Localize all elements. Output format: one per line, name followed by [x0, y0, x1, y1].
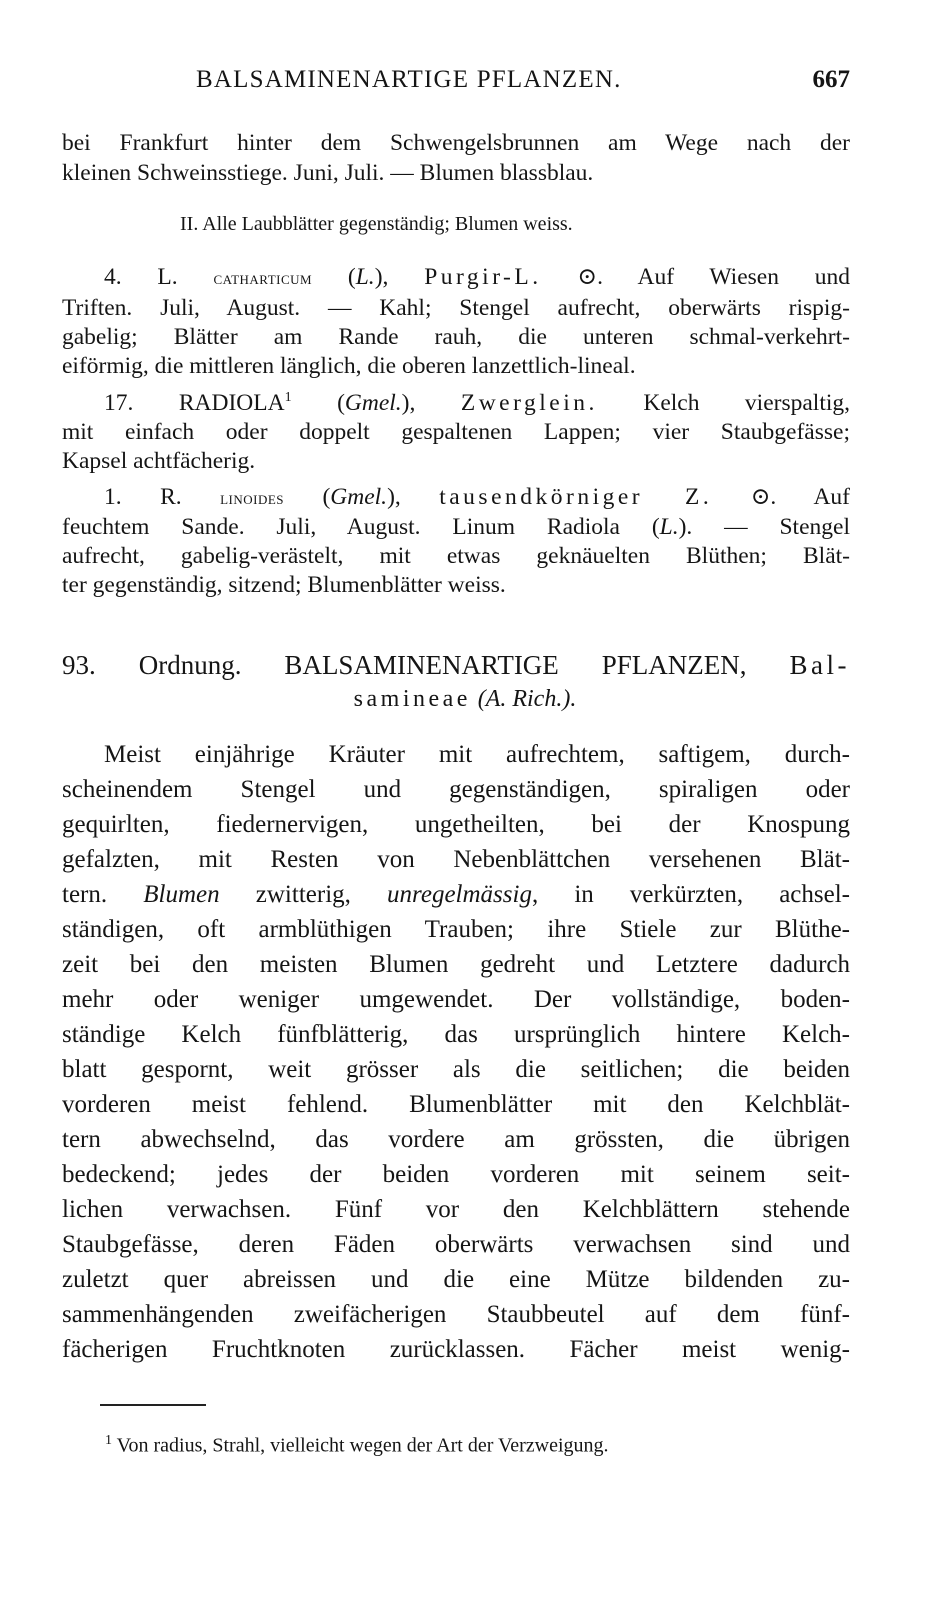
common-name: tausendkörniger Z. — [439, 484, 713, 510]
text-line: Triften. Juli, August. — Kahl; Stengel aufrecht, oberwärts rispig- — [62, 295, 850, 321]
text-line: Kapsel achtfächerig. — [62, 448, 256, 474]
text-line: 17. RADIOLA$^1$ (Gmel.), Zwerglein. Kelch vierspaltig, — [104, 389, 850, 416]
common-name: Zwerglein. — [460, 389, 598, 416]
text-line: kleinen Schweinsstiege. Juni, Juli. — Blumen blassblau. — [62, 160, 594, 186]
text-line: eiförmig, die mittleren länglich, die oberen lanzettlich-lineal. — [62, 353, 636, 379]
paragraph-line: vorderen meist fehlend. Blumenblätter mit den Kelchblät- — [62, 1091, 850, 1118]
subsection-heading: II. Alle Laubblätter gegenständig; Blumen weiss. — [180, 213, 573, 235]
paragraph-line: gequirlten, fiedernervigen, ungetheilten, bei der Knospung — [62, 811, 850, 838]
paragraph-line: sammenhängenden zweifächerigen Staubbeutel auf dem fünf- — [62, 1301, 850, 1328]
paragraph-line: gefalzten, mit Resten von Nebenblättchen versehenen Blät- — [62, 846, 850, 873]
footnote: $^1$ Von radius, Strahl, vielleicht wegen der Art der Verzweigung. — [105, 1433, 609, 1457]
text-line: bei Frankfurt hinter dem Schwengelsbrunnen am Wege nach der — [62, 130, 850, 156]
text-line: aufrecht, gabelig-verästelt, mit etwas geknäuelten Blüthen; Blät- — [62, 543, 850, 569]
footnote-marker: 1 — [105, 1433, 112, 1448]
paragraph-line: mehr oder weniger umgewendet. Der vollständige, boden- — [62, 986, 850, 1013]
paragraph-line: tern abwechselnd, das vordere am grössten, die übrigen — [62, 1126, 850, 1153]
species-name: linoides — [220, 488, 284, 509]
text-line: 1. R. linoides (Gmel.), tausendkörniger Z. ⊙. Auf — [104, 484, 850, 510]
running-header: BALSAMINENARTIGE PFLANZEN. — [196, 66, 622, 93]
text-line: feuchtem Sande. Juli, August. Linum Radiola (L.). — Stengel — [62, 514, 850, 540]
author-citation: Gmel. — [344, 389, 402, 416]
section-heading-continued: samineae (A. Rich.). — [353, 686, 577, 712]
author-citation: L. — [659, 514, 679, 540]
paragraph-line: ständige Kelch fünfblätterig, das ursprünglich hintere Kelch- — [62, 1021, 850, 1048]
species-name: catharticum — [213, 268, 313, 289]
text-line: ter gegenständig, sitzend; Blumenblätter weiss. — [62, 572, 506, 598]
author-citation: L. — [355, 264, 375, 290]
paragraph-line: fächerigen Fruchtknoten zurücklassen. Fächer meist wenig- — [62, 1336, 850, 1363]
text-line: mit einfach oder doppelt gespaltenen Lappen; vier Staubgefässe; — [62, 419, 850, 445]
footnote-marker: 1 — [284, 390, 292, 405]
author-citation: Gmel. — [330, 484, 388, 510]
paragraph-line: Staubgefässe, deren Fäden oberwärts verwachsen sind und — [62, 1231, 850, 1258]
text-line: 4. L. catharticum (L.), Purgir-L. ⊙. Auf Wiesen und — [104, 264, 851, 290]
common-name: Purgir-L. — [424, 264, 542, 290]
paragraph-line: ständigen, oft armblüthigen Trauben; ihre Stiele zur Blüthe- — [62, 916, 850, 943]
paragraph-line: zeit bei den meisten Blumen gedreht und Letztere dadurch — [62, 951, 850, 978]
paragraph-line: Meist einjährige Kräuter mit aufrechtem, saftigem, durch- — [104, 741, 850, 768]
page-number: 667 — [812, 66, 850, 93]
section-heading: 93. Ordnung. BALSAMINENARTIGE PFLANZEN, Bal- — [62, 650, 850, 680]
paragraph-line: scheinendem Stengel und gegenständigen, spiraligen oder — [62, 776, 850, 803]
paragraph-line: tern. Blumen zwitterig, unregelmässig, in verkürzten, achsel- — [62, 881, 851, 908]
paragraph-line: lichen verwachsen. Fünf vor den Kelchblättern stehende — [62, 1196, 850, 1223]
paragraph-line: bedeckend; jedes der beiden vorderen mit seinem seit- — [62, 1161, 850, 1188]
text-line: gabelig; Blätter am Rande rauh, die unteren schmal-verkehrt- — [62, 324, 850, 350]
paragraph-line: zuletzt quer abreissen und die eine Mütze bildenden zu- — [62, 1266, 850, 1293]
paragraph-line: blatt gespornt, weit grösser als die seitlichen; die beiden — [62, 1056, 850, 1083]
footnote-rule — [100, 1404, 206, 1406]
